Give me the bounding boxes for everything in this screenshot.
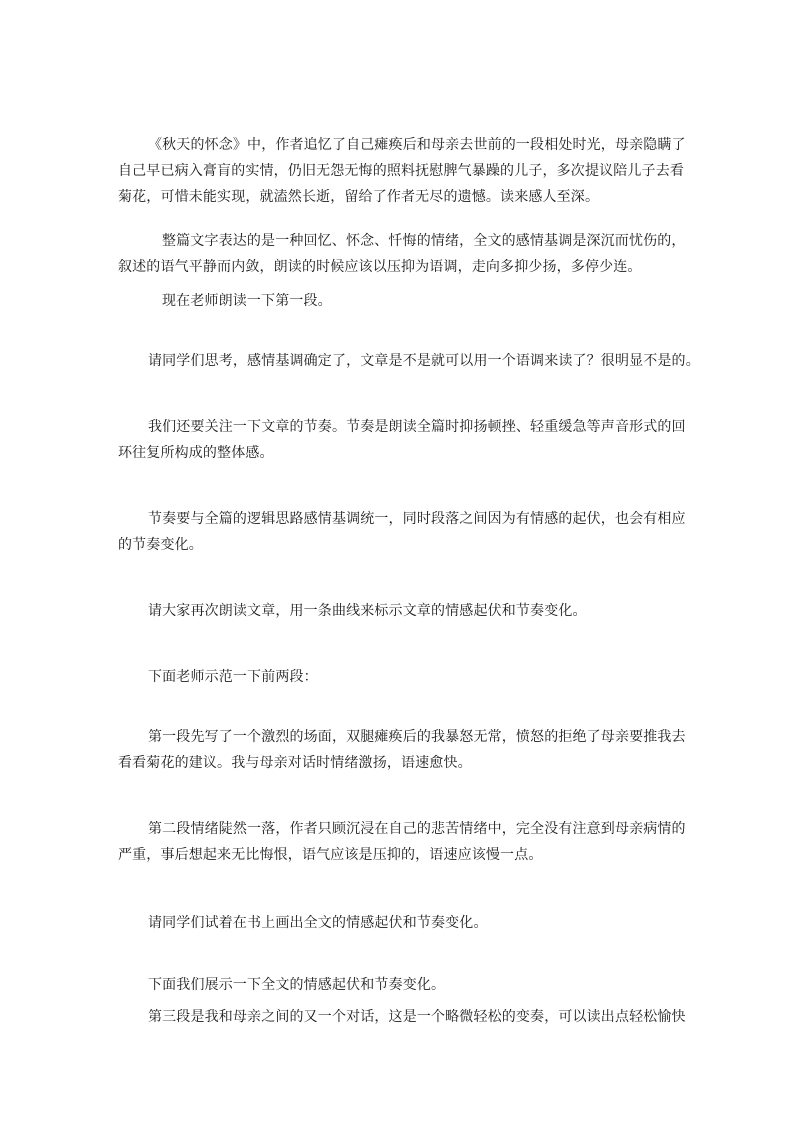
text-line: 环往复所构成的整体感。	[118, 445, 274, 461]
text-line: 请同学们试着在书上画出全文的情感起伏和节奏变化。	[148, 915, 488, 931]
text-line: 自己早已病入膏肓的实情，仍旧无怨无悔的照料抚慰脾气暴躁的儿子，多次提议陪儿子去看	[118, 163, 684, 179]
text-line: 菊花，可惜未能实现，就溘然长逝，留给了作者无尽的遗憾。读来感人至深。	[118, 189, 600, 205]
text-line: 叙述的语气平静而内敛，朗读的时候应该以压抑为语调，走向多抑少扬，多停少连。	[118, 259, 642, 275]
text-line: 第三段是我和母亲之间的又一个对话，这是一个略微轻松的变奏，可以读出点轻松愉快	[148, 1009, 686, 1025]
paragraph-rhythm-unity	[118, 506, 716, 558]
paragraph-rhythm	[118, 414, 716, 466]
paragraph-question	[118, 348, 716, 374]
text-line: 节奏要与全篇的逻辑思路感情基调统一，同时段落之间因为有情感的起伏，也会有相应	[148, 511, 686, 527]
paragraph-second-section	[118, 816, 716, 868]
paragraph-show-whole	[118, 972, 716, 998]
text-line: 严重，事后想起来无比悔恨，语气应该是压抑的，语速应该慢一点。	[118, 847, 543, 863]
text-line: 第二段情绪陡然一落，作者只顾沉浸在自己的悲苦情绪中，完全没有注意到母亲病情的	[148, 821, 686, 837]
text-line: 的节奏变化。	[118, 537, 203, 553]
text-line: 下面老师示范一下前两段：	[148, 669, 318, 685]
text-line: 整篇文字表达的是一种回忆、怀念、忏悔的情绪，全文的感情基调是深沉而忧伤的，	[162, 233, 686, 249]
text-line: 现在老师朗读一下第一段。	[162, 293, 332, 309]
paragraph-teacher-reads	[118, 288, 730, 314]
paragraph-first-section	[118, 724, 716, 776]
paragraph-tone	[118, 228, 730, 280]
paragraph-demo	[118, 664, 716, 690]
paragraph-reread	[118, 598, 716, 624]
text-line: 请同学们思考，感情基调确定了，文章是不是就可以用一个语调来读了？很明显不是的。	[148, 353, 700, 369]
text-line: 请大家再次朗读文章，用一条曲线来标示文章的情感起伏和节奏变化。	[148, 603, 587, 619]
paragraph-third-section	[118, 1004, 716, 1030]
text-line: 看看菊花的建议。我与母亲对话时情绪激扬，语速愈快。	[118, 755, 472, 771]
text-line: 《秋天的怀念》中，作者追忆了自己瘫痪后和母亲去世前的一段相处时光，母亲隐瞒了	[148, 137, 686, 153]
text-line: 我们还要关注一下文章的节奏。节奏是朗读全篇时抑扬顿挫、轻重缓急等声音形式的回	[148, 419, 686, 435]
text-line: 下面我们展示一下全文的情感起伏和节奏变化。	[148, 977, 446, 993]
paragraph-summary	[118, 132, 716, 210]
paragraph-try-drawing	[118, 910, 716, 936]
text-line: 第一段先写了一个激烈的场面，双腿瘫痪后的我暴怒无常，愤怒的拒绝了母亲要推我去	[148, 729, 686, 745]
